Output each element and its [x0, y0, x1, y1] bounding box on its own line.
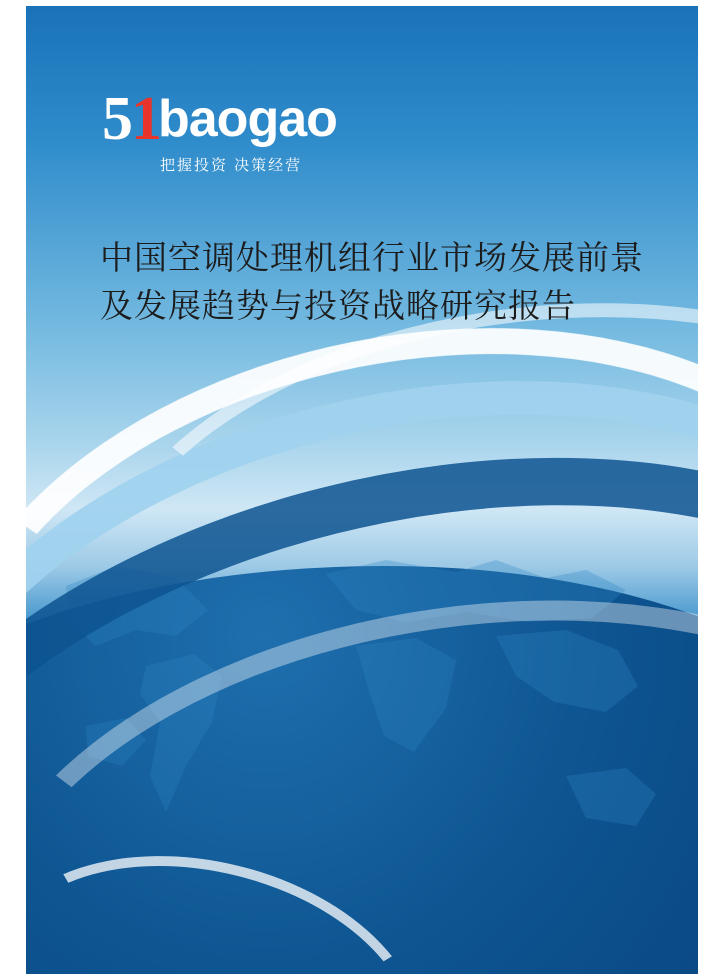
logo-mark-prefix: 5 [102, 85, 131, 153]
logo-mark-accent: 1 [131, 85, 160, 153]
logo-tagline: 把握投资 决策经营 [160, 157, 303, 174]
title-line-2: 及发展趋势与投资战略研究报告 [100, 287, 576, 324]
brand-logo [102, 85, 402, 178]
cover-artwork [26, 6, 698, 974]
report-title [100, 234, 660, 330]
logo-mark [102, 85, 160, 153]
title-line-1: 中国空调处理机组行业市场发展前景 [100, 239, 644, 276]
logo-wordmark: baogao [158, 90, 337, 148]
